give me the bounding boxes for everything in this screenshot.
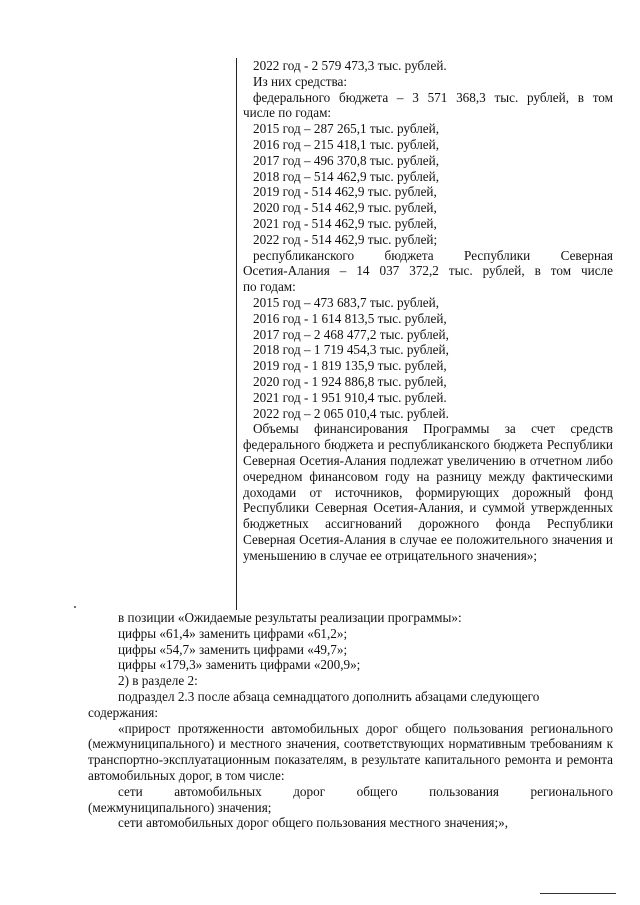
replace-line-2: цифры «54,7» заменить цифрами «49,7»; — [118, 641, 348, 657]
federal-year-2022: 2022 год - 514 462,9 тыс. рублей; — [253, 231, 438, 247]
funding-table-cell — [243, 58, 613, 564]
margin-dot — [74, 606, 76, 608]
footer-rule — [540, 893, 616, 894]
replace-line-3: цифры «179,3» заменить цифрами «200,9»; — [118, 657, 361, 673]
volume-paragraph: Объемы финансирования Программы за счет средств федерального бюджета и республиканского бюджета Республики Северная Осетия-Алания подлежат увеличению в отчетном либо очередном финансовом году на разницу между фактическими доходами от источников, формирующих дорожный фонд Республики Северная Осетия-Алания, и суммой утвержденных бюджетных ассигнований дорожного фонда Республики Северная Осетия-Алания в случае ее положительного значения и уменьшению в случае ее отрицательного значения»; — [243, 421, 613, 563]
republic-intro-end: по годам: — [243, 279, 296, 295]
federal-intro-cont: числе по годам: — [243, 105, 332, 121]
subsection-line: подраздел 2.3 после абзаца семнадцатого дополнить абзацами следующего — [118, 688, 540, 704]
republic-year-2019: 2019 год - 1 819 135,9 тыс. рублей, — [253, 358, 447, 374]
regional-network-line — [88, 784, 613, 800]
replace-line-1: цифры «61,4» заменить цифрами «61,2»; — [118, 625, 348, 641]
subsection-line-cont: содержания: — [88, 704, 159, 720]
growth-paragraph: «прирост протяженности автомобильных дорог общего пользования регионального (межмуниципального) и местного значения, соответствующих нормативным требованиям к транспортно-эксплуатационным показателям, в результате капитального ремонта и ремонта автомобильных дорог, в том числе: — [88, 720, 613, 783]
republic-year-2016: 2016 год - 1 614 813,5 тыс. рублей, — [253, 310, 447, 326]
republic-year-2015: 2015 год – 473 683,7 тыс. рублей, — [253, 294, 439, 310]
federal-year-2021: 2021 год - 514 462,9 тыс. рублей, — [253, 215, 437, 231]
regional-word: регионального — [530, 783, 613, 799]
regional-word: общего — [356, 783, 398, 799]
federal-year-2015: 2015 год – 287 265,1 тыс. рублей, — [253, 121, 439, 137]
republic-year-2017: 2017 год – 2 468 477,2 тыс. рублей, — [253, 326, 449, 342]
republic-year-2018: 2018 год – 1 719 454,3 тыс. рублей, — [253, 342, 449, 358]
federal-year-2018: 2018 год – 514 462,9 тыс. рублей, — [253, 168, 439, 184]
regional-word: автомобильных — [174, 783, 262, 799]
local-network-line: сети автомобильных дорог общего пользования местного значения;», — [118, 815, 509, 831]
of-them-line: Из них средства: — [253, 73, 348, 89]
regional-word: сети — [118, 783, 143, 799]
republic-intro: республиканского бюджета Республики Северная — [253, 247, 613, 263]
federal-year-2020: 2020 год - 514 462,9 тыс. рублей, — [253, 200, 437, 216]
federal-year-2017: 2017 год – 496 370,8 тыс. рублей, — [253, 152, 439, 168]
line-2022-total: 2022 год - 2 579 473,3 тыс. рублей. — [253, 58, 447, 73]
regional-word: пользования — [429, 783, 499, 799]
table-cell-border — [236, 58, 237, 610]
republic-year-2021: 2021 год - 1 951 910,4 тыс. рублей. — [253, 389, 447, 405]
main-text — [88, 610, 613, 831]
regional-word: дорог — [293, 783, 326, 799]
republic-year-2020: 2020 год - 1 924 886,8 тыс. рублей, — [253, 373, 447, 389]
federal-intro: федерального бюджета – 3 571 368,3 тыс. рублей, в том — [253, 89, 613, 105]
section-2-line: 2) в разделе 2: — [118, 673, 198, 689]
federal-year-2019: 2019 год - 514 462,9 тыс. рублей, — [253, 184, 437, 200]
regional-network-cont: (межмуниципального) значения; — [88, 799, 272, 815]
republic-year-2022: 2022 год – 2 065 010,4 тыс. рублей. — [253, 405, 449, 421]
republic-intro-cont: Осетия-Алания – 14 037 372,2 тыс. рублей, в том числе — [243, 263, 613, 279]
position-line: в позиции «Ожидаемые результаты реализации программы»: — [118, 610, 462, 625]
federal-year-2016: 2016 год – 215 418,1 тыс. рублей, — [253, 136, 439, 152]
